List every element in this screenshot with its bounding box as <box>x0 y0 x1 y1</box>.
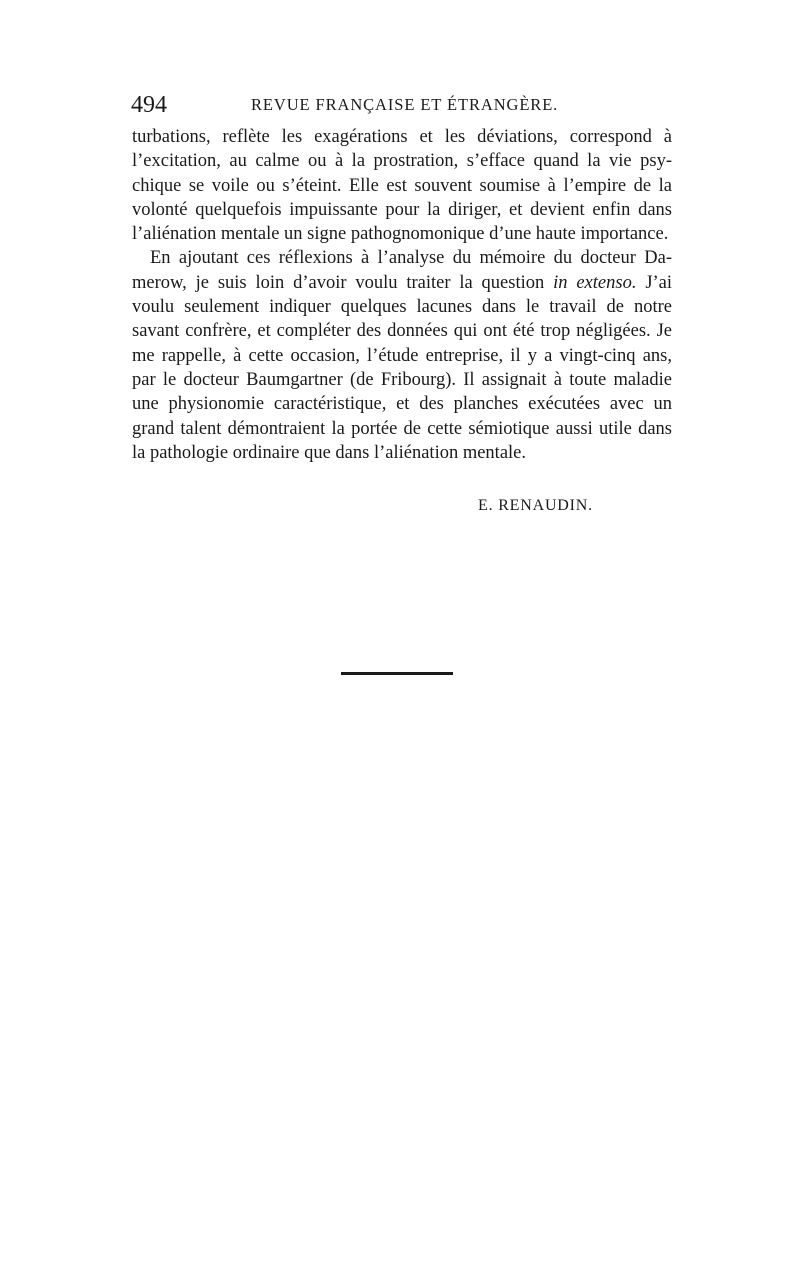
section-end-rule <box>341 672 453 675</box>
page-number: 494 <box>131 92 167 118</box>
paragraph-text: J’ai voulu seulement indiquer quelques lacunes dans le travail de notre savant confrère, et compléter des données qui ont été trop négligées. Je me rappelle, à cette occasion, l’étude entreprise, il y a vingt-cinq ans, par le docteur Baumgartner (de Fribourg). Il assignait à toute maladie une physionomie caractéristique, et des planches exécutées avec un grand talent démontraient la portée de cette sémiotique aussi utile dans la pathologie ordinaire que dans l’aliénation mentale. <box>132 272 673 463</box>
author-signature <box>478 494 593 518</box>
author-name: RENAUDIN. <box>498 497 593 514</box>
running-head <box>131 88 671 122</box>
author-initial: E. <box>478 497 494 514</box>
italic-phrase: in extenso. <box>553 272 637 293</box>
paragraph-text: En ajoutant ces réflexions à l’analyse du mémoire du docteur Damerow, je suis loin d’avoir voulu traiter la question <box>132 248 672 293</box>
journal-title: REVUE FRANÇAISE ET ÉTRANGÈRE. <box>251 95 559 114</box>
paragraph <box>132 246 672 465</box>
paragraph: turbations, reflète les exagérations et les déviations, correspond à l’excitation, au calme ou à la prostration, s’efface quand la vie psychique se voile ou s’éteint. Elle est souvent soumise à l’empire de la volonté quelquefois impuissante pour la diriger, et devient enfin dans l’aliénation mentale un signe pathognomonique d’une haute importance. <box>132 127 672 245</box>
article-body <box>132 125 672 465</box>
